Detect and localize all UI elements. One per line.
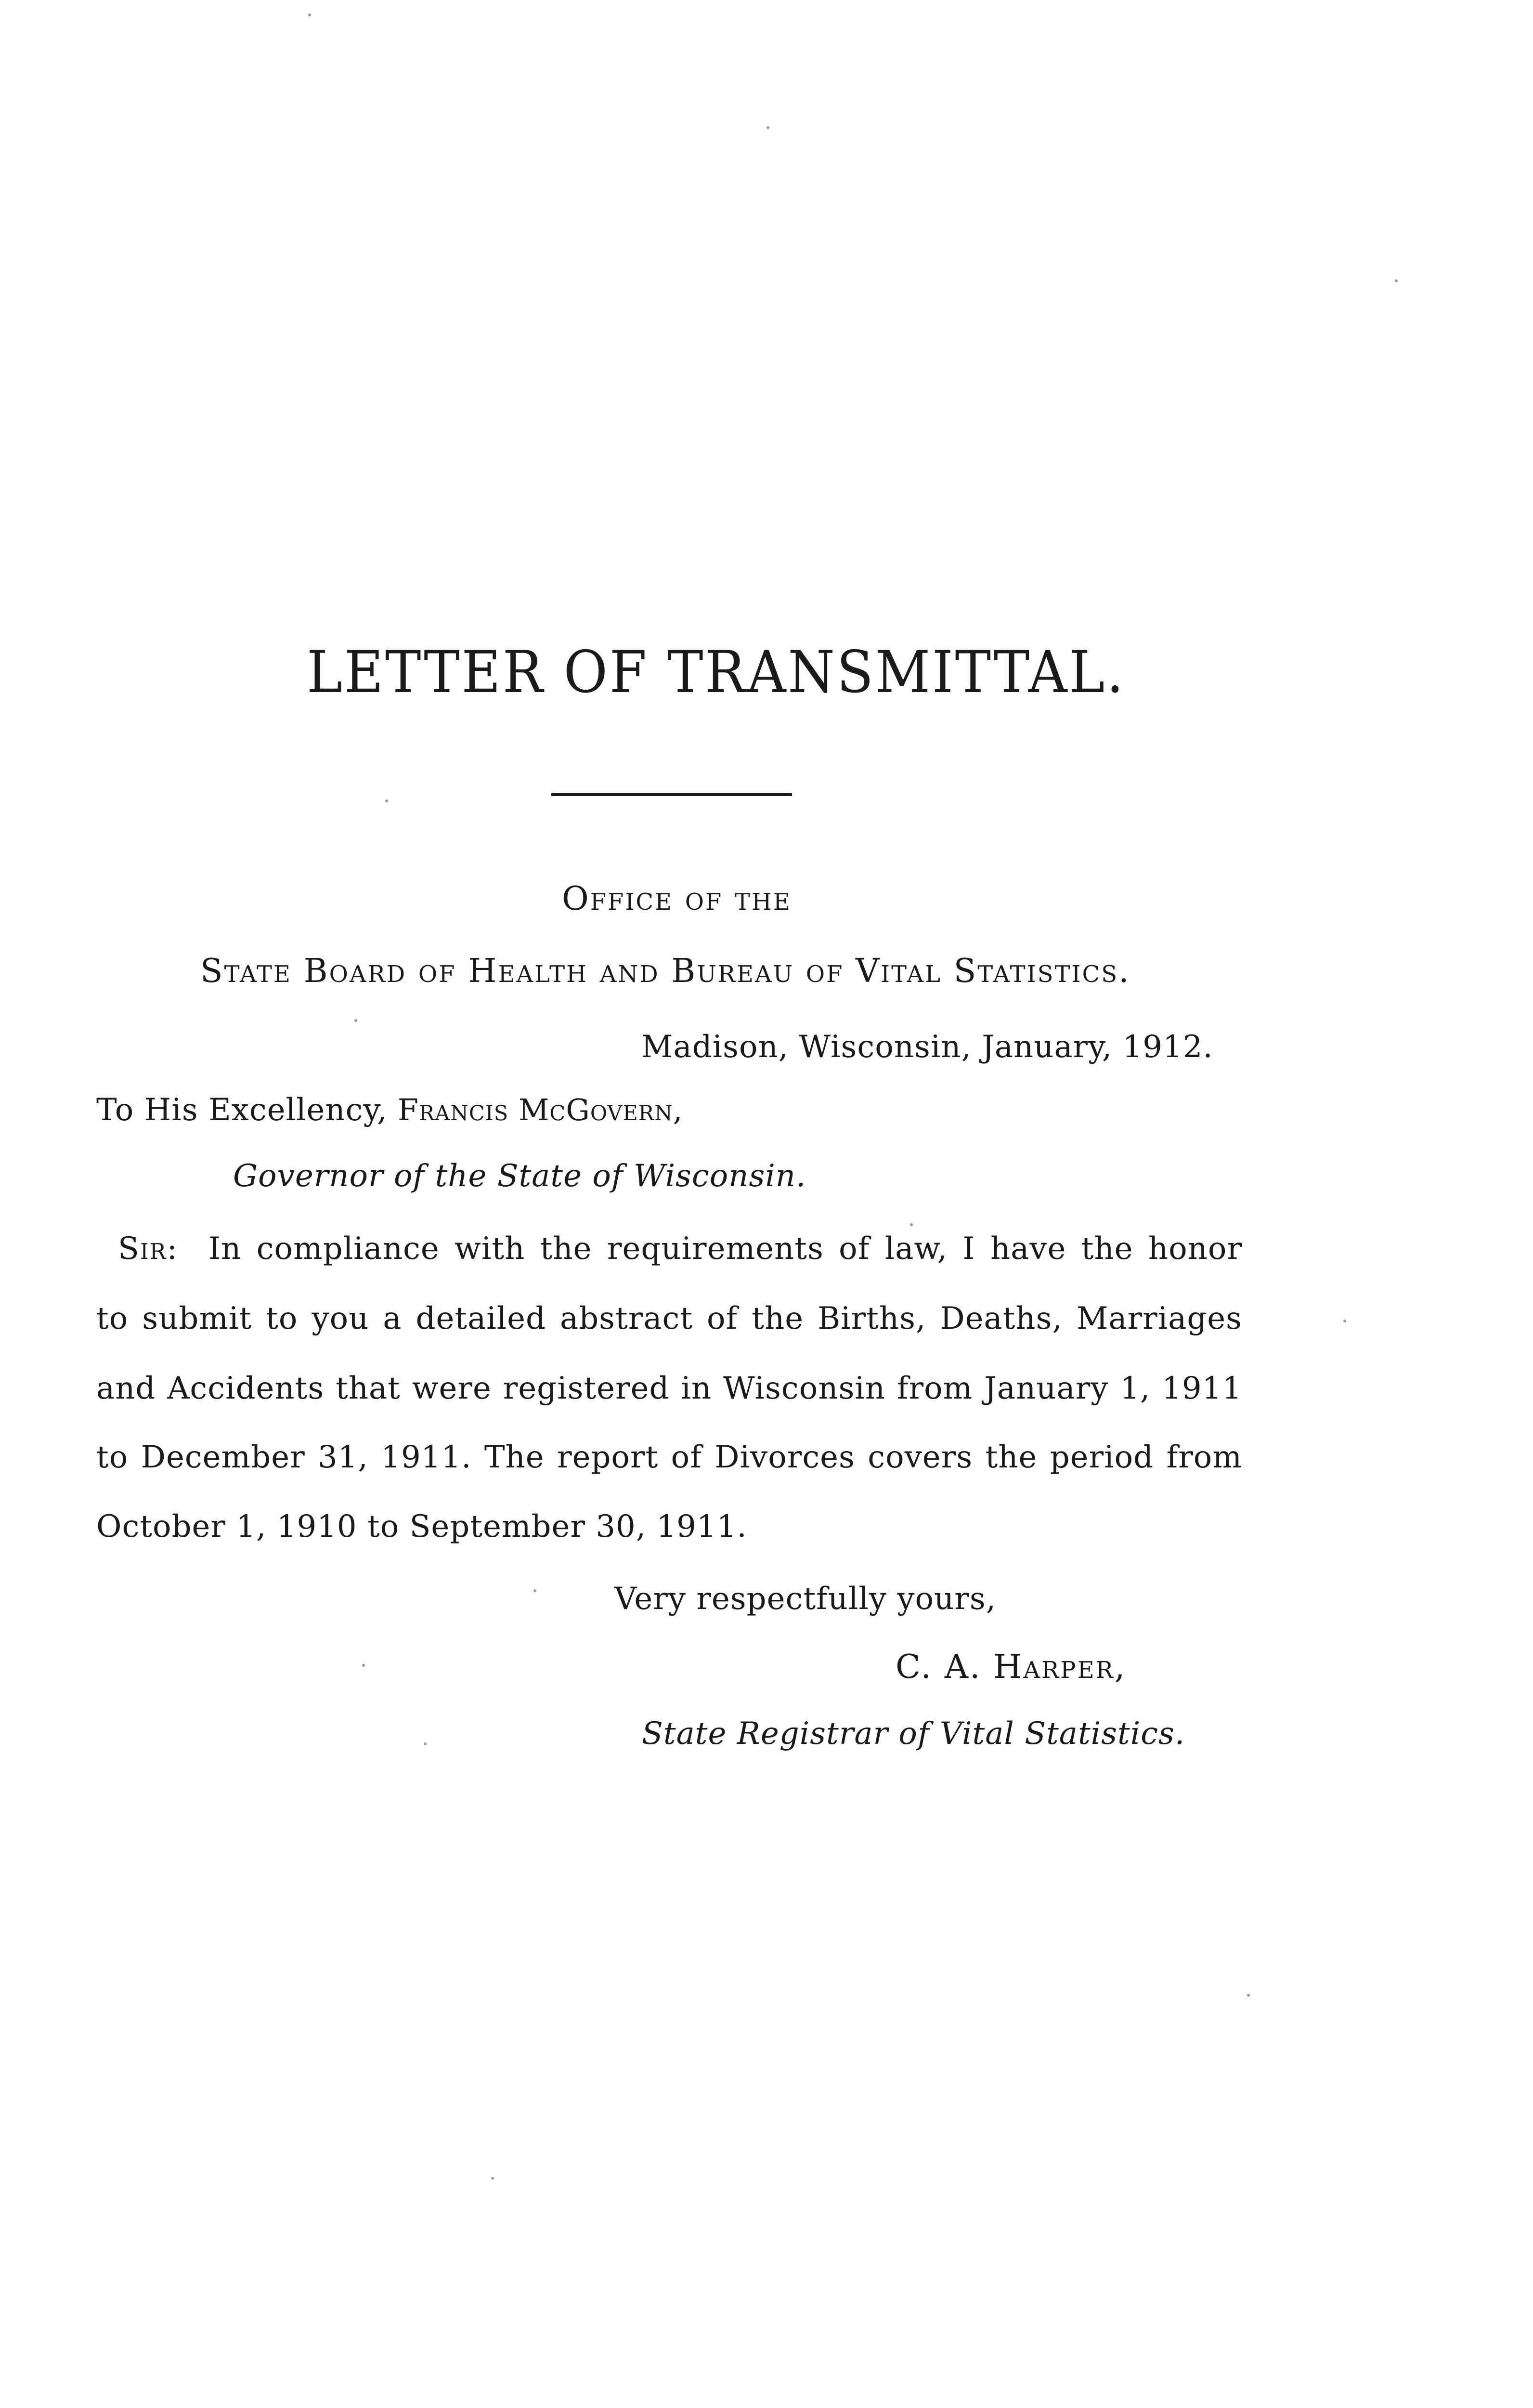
paper-speck [354, 1019, 357, 1022]
addressee-prefix: To His Excellency, [96, 1092, 388, 1128]
paper-speck [1395, 279, 1398, 282]
addressee-name: Francis McGovern, [397, 1092, 683, 1127]
paper-speck [362, 1664, 365, 1667]
title-divider-rule [551, 793, 792, 796]
letter-title: LETTER OF TRANSMITTAL. [307, 639, 1126, 706]
paper-speck [1247, 1994, 1250, 1997]
paper-speck [1343, 1320, 1346, 1322]
body-line-1 [118, 1231, 1243, 1267]
body-line-3: and Accidents that were registered in Wisconsin from January 1, 1911 [96, 1371, 1242, 1406]
date-line: Madison, Wisconsin, January, 1912. [641, 1029, 1213, 1065]
signer-name: C. A. Harper, [896, 1648, 1127, 1686]
body-line-2: to submit to you a detailed abstract of the Births, Deaths, Marriages [96, 1301, 1242, 1336]
salutation: Sir: [118, 1231, 179, 1267]
paper-speck [424, 1742, 427, 1745]
addressee-title: Governor of the State of Wisconsin. [233, 1158, 806, 1194]
board-heading: State Board of Health and Bureau of Vital Statistics. [200, 952, 1130, 990]
body-line-5: October 1, 1910 to September 30, 1911. [96, 1509, 747, 1544]
addressee-line [96, 1092, 683, 1128]
paper-speck [308, 13, 311, 16]
closing-line: Very respectfully yours, [614, 1581, 997, 1617]
paper-speck [910, 1223, 913, 1226]
paper-speck [385, 799, 388, 802]
office-heading: Office of the [562, 880, 792, 918]
body-line-4: to December 31, 1911. The report of Divorces covers the period from [96, 1440, 1242, 1475]
paper-speck [766, 126, 769, 129]
paper-speck [533, 1589, 536, 1592]
body-text-1: In compliance with the requirements of law, I have the honor [208, 1231, 1243, 1267]
signer-title: State Registrar of Vital Statistics. [642, 1716, 1185, 1752]
paper-speck [491, 2177, 494, 2180]
